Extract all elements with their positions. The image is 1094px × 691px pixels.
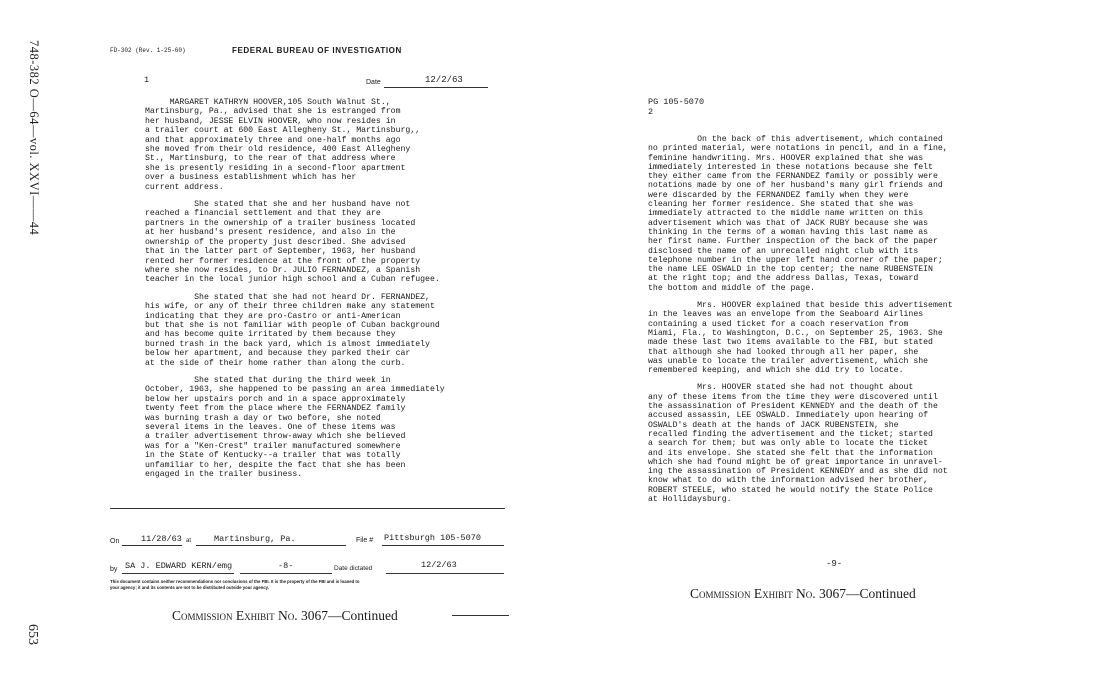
right-caption-main: Commission Exhibit No. 3067: [690, 586, 847, 601]
right-page-index: 2: [648, 107, 654, 117]
dictated-label: Date dictated: [334, 565, 373, 572]
by-label: by: [110, 566, 118, 573]
by-value: SA J. EDWARD KERN/emg: [125, 561, 233, 571]
right-body: [648, 135, 1068, 512]
left-caption-rule: [452, 615, 509, 616]
left-page-index: 1: [144, 75, 150, 85]
left-paragraph: She stated that she had not heard Dr. FERNANDEZ, his wife, or any of their three children make any statement indicating that they are pro-Castro or anti-American but that she is not familiar with people of Cuban background and has become quite irritated by them because they burned trash in the back yard, which is almost immediately below her apartment, and because they parked their car at the side of their home rather than along the curb.: [145, 292, 440, 368]
date-label: Date: [366, 79, 381, 86]
dictated-value: 12/2/63: [421, 560, 457, 570]
right-paragraph: Mrs. HOOVER stated she had not thought about any of these items from the time they were discovered until the assassination of President KENNEDY and the death of the accused assassin, LEE OSWALD. Immediately upon hearing of OSWALD's death at the hands of JACK RUBENSTEIN, she recalled finding the advertisement and the ticket; started a search for them; but was only able to locate the ticket and its envelope. She stated she felt that the information which she had found might be of great importance in unravel- ing the assassination of President KENNEDY and as she did not know what to do with the information advised her brother, ROBERT STEELE, who stated he would notify the State Police at Hollidaysburg.: [648, 383, 948, 504]
footer-rule: [110, 508, 505, 509]
right-paragraph: Mrs. HOOVER explained that beside this advertisement in the leaves was an envelope from the Seaboard Airlines containing a used ticket for a coach reservation from Miami, Fla., to Washington, D.C., on September 25, 1963. She made these last two items available to the FBI, but stated that although she had looked through all her paper, she was unable to locate the trailer advertisement, which she remembered keeping, and which she did try to locate.: [648, 301, 953, 376]
left-paragraph: MARGARET KATHRYN HOOVER,105 South Walnut St., Martinsburg, Pa., advised that she is estranged from her husband, JESSE ELVIN HOOVER, who now resides in a trailer court at 600 East Allegheny St., Martinsburg,, and that approximately three and one-half months ago she moved from their old residence, 400 East Allegheny St., Martinsburg, to the rear of that address where she is presently residing in a second-floor apartment over a business establishment which has her current address.: [145, 98, 421, 192]
file-value: Pittsburgh 105-5070: [384, 533, 481, 543]
disclaimer: This document contains neither recommendations nor conclusions of the FBI. It is the property of the FBI and is loaned to your agency; it and its contents are not to be distributed outside your agency.: [110, 579, 360, 590]
at-label: at: [186, 538, 192, 544]
on-label: On: [110, 538, 120, 545]
right-file-ref: PG 105-5070: [648, 97, 705, 107]
page-number: 653: [25, 624, 40, 645]
by-num: -8-: [278, 561, 294, 571]
left-caption-main: Commission Exhibit No. 3067: [172, 608, 329, 623]
left-caption-suffix: —Continued: [328, 608, 398, 623]
right-footer-number: -9-: [826, 559, 843, 569]
date-value: 12/2/63: [425, 75, 463, 85]
right-paragraph: On the back of this advertisement, which contained no printed material, were notations in pencil, and in a fine, feminine handwriting. Mrs. HOOVER explained that she was immediately interested in these notations because she felt they either came from the FERNANDEZ family or possibly were notations made by one of her husband's many girl friends and were discarded by the FERNANDEZ family when they were cleaning her former residence. She stated that she was immediately attracted to the middle name written on this advertisement which was that of JACK RUBY because she was thinking in the terms of a woman having this last name as her first name. Further inspection of the back of the paper disclosed the name of an unrecalled night club with its telephone number in the upper left hand corner of the paper; the name LEE OSWALD in the top center; the name RUBENSTEIN at the right top; and the address Dallas, Texas, toward the bottom and middle of the page.: [648, 135, 948, 293]
form-number: FD-302 (Rev. 1-25-60): [110, 47, 186, 54]
left-body: [145, 98, 505, 487]
agency-header: FEDERAL BUREAU OF INVESTIGATION: [232, 46, 402, 55]
on-date: 11/28/63: [141, 534, 182, 544]
file-label: File #: [356, 537, 374, 544]
right-caption-suffix: —Continued: [846, 586, 916, 601]
left-paragraph: She stated that she and her husband have not reached a financial settlement and that they are partners in the ownership of a trailer business located at her husband's present residence, and also in the ownership of the property just described. She advised that in the latter part of September, 1963, her husband rented her former residence at the front of the property where she now resides, to Dr. JULIO FERNANDEZ, a Spanish teacher in the local junior high school and a Cuban refugee.: [145, 200, 440, 285]
at-place: Martinsburg, Pa.: [214, 534, 296, 544]
volume-reference: 748-382 O—64—vol. XXVI——44: [27, 40, 41, 236]
left-caption: [172, 608, 398, 624]
left-paragraph: She stated that during the third week in October, 1963, she happened to be passing an area immediately below her upstairs porch and in a space approximately twenty feet from the place where the FERNANDEZ family was burning trash a day or two before, she noted several items in the leaves. One of these items was a trailer advertisement throw-away which she believed was for a "Ken-Crest" trailer manufactured somewhere in the State of Kentucky--a trailer that was totally unfamiliar to her, despite the fact that she has been engaged in the trailer business.: [145, 375, 445, 480]
right-caption: [690, 586, 916, 602]
